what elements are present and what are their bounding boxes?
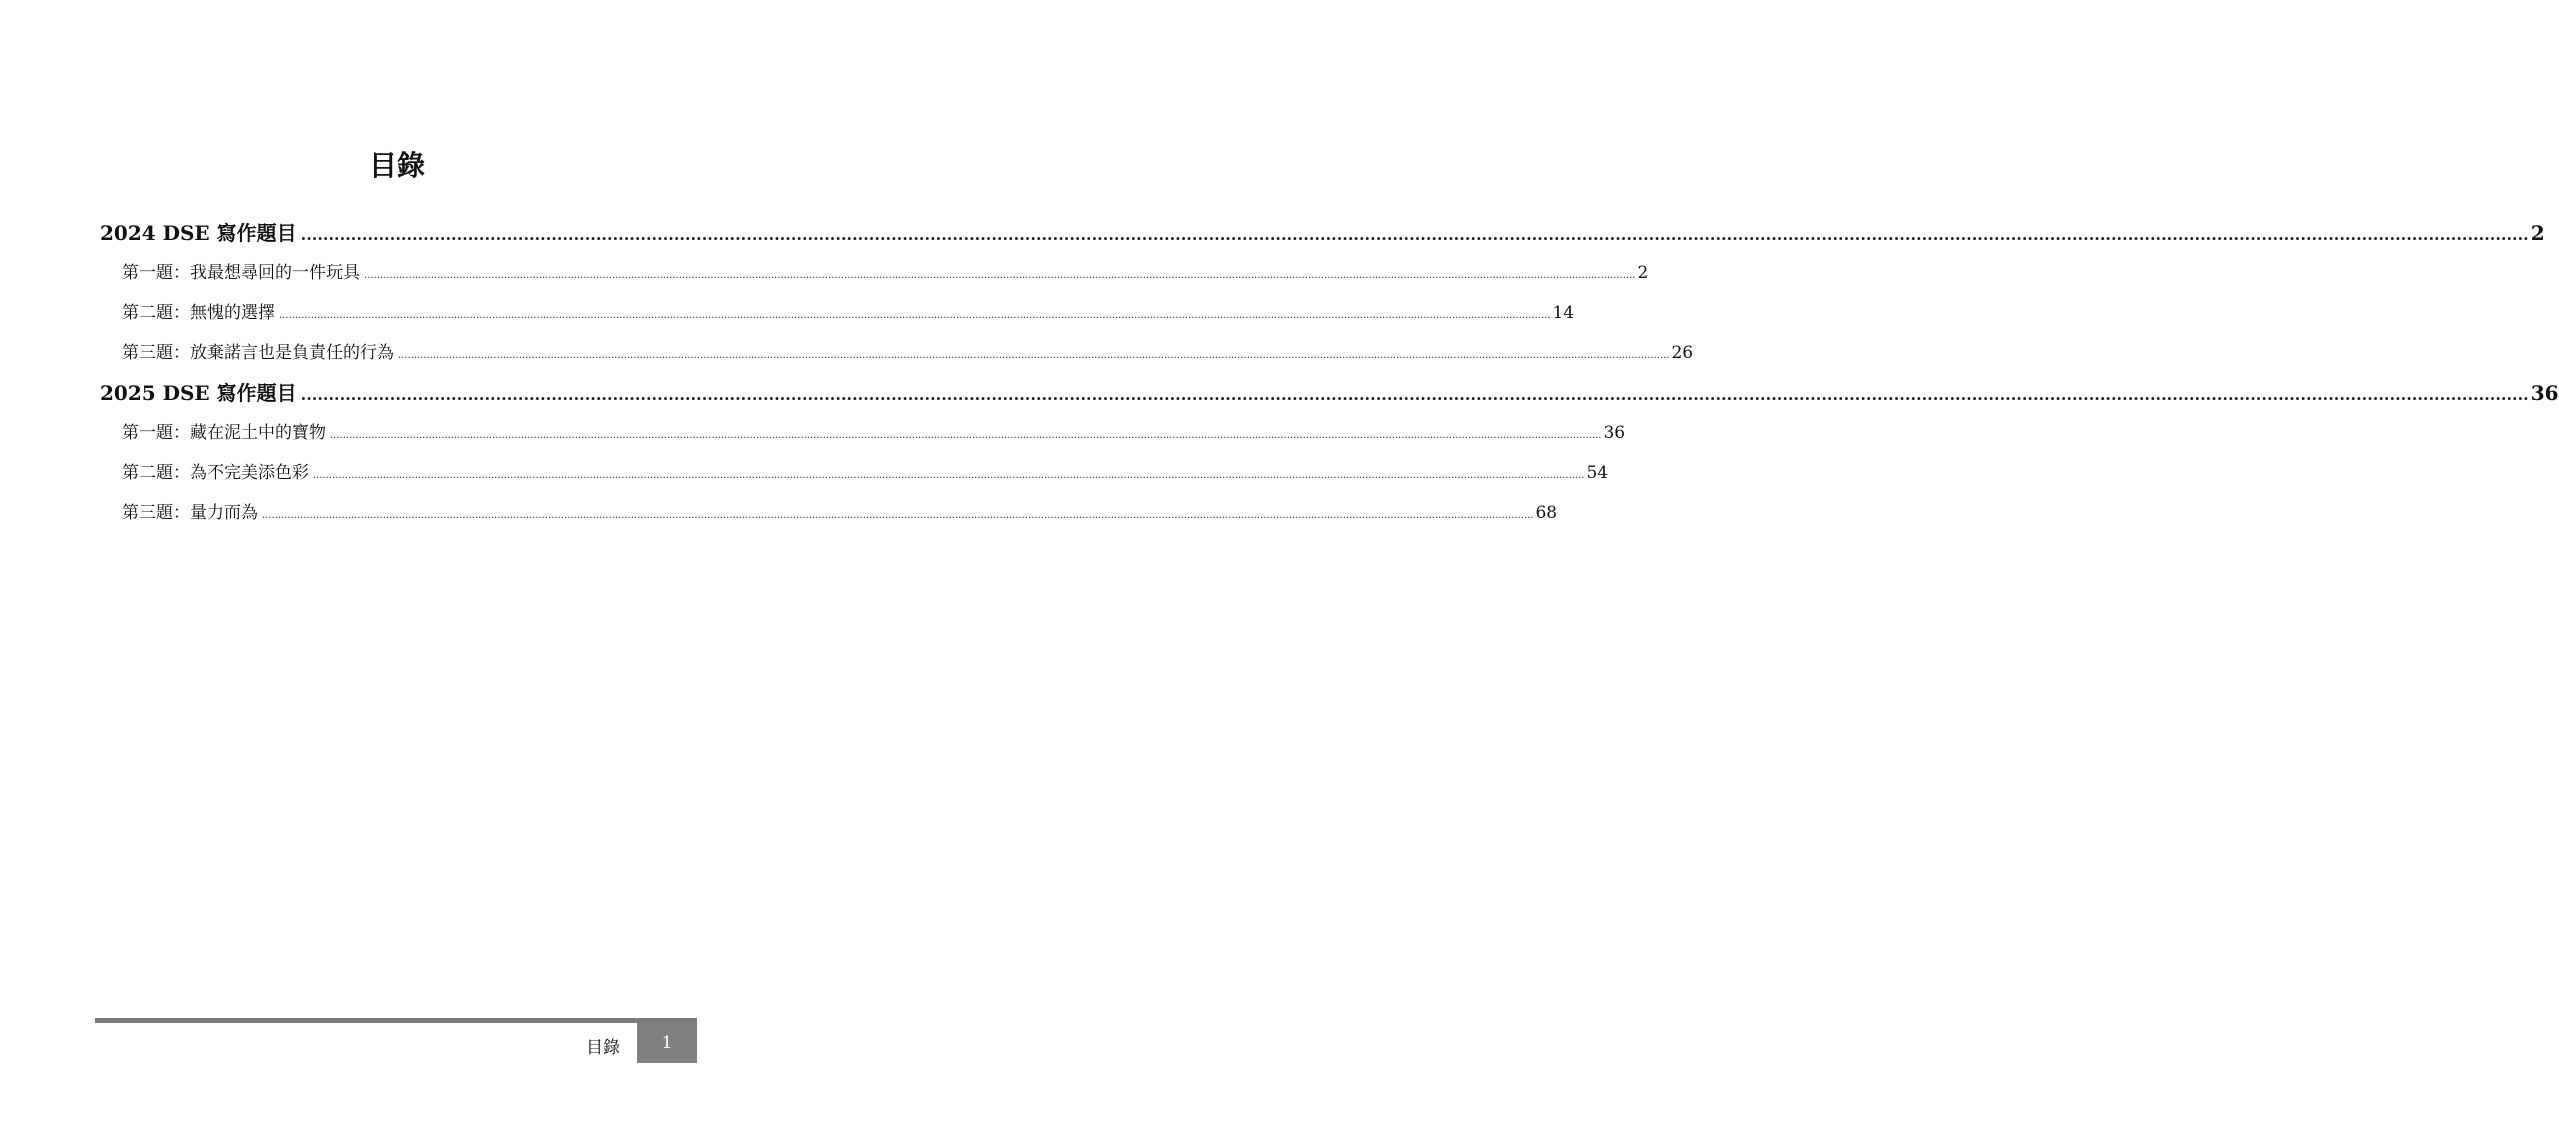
footer-rule: [95, 1018, 697, 1023]
toc-entry-label: 第一題：我最想尋回的一件玩具: [122, 263, 360, 283]
toc-entry-label: 第二題：為不完美添色彩: [122, 463, 309, 483]
toc-entry-page: 26: [1671, 343, 1694, 363]
toc-entry-label: 第三題：放棄諾言也是負責任的行為: [122, 343, 394, 363]
toc-entry-page: 36: [1603, 423, 1626, 443]
dot-leader: ................................................................................................................................................................................................................................................................................................................................................................................................................: [364, 270, 1636, 281]
toc-section-2025[interactable]: [100, 373, 2559, 413]
toc-entry-label: 第三題：量力而為: [122, 503, 258, 523]
toc-entry[interactable]: [100, 293, 1575, 333]
toc-section-label: 2025 DSE 寫作題目: [100, 381, 297, 405]
toc-entry[interactable]: [100, 413, 1626, 453]
toc-section-label: 2024 DSE 寫作題目: [100, 221, 297, 245]
footer-page-number: 1: [637, 1023, 697, 1063]
toc-section-page: 36: [2530, 381, 2559, 405]
dot-leader: ................................................................................................................................................................................................................................................................................................................................................................................................................: [279, 310, 1551, 321]
toc-entry[interactable]: [100, 333, 1694, 373]
dot-leader: ................................................................................................................................................................................................................................................................................................................................................................................................................: [330, 430, 1602, 441]
toc-entry-page: 2: [1637, 263, 1649, 283]
toc-entry-page: 54: [1586, 463, 1609, 483]
toc-entry-label: 第一題：藏在泥土中的寶物: [122, 423, 326, 443]
dot-leader: ................................................................................................................................................................................................................................................................................................................................................................................................................: [313, 470, 1585, 481]
toc-entry-page: 14: [1552, 303, 1575, 323]
toc-entry-page: 68: [1535, 503, 1558, 523]
dot-leader: ................................................................................................................................................................................................................................................................................................................................................................................................................: [398, 350, 1670, 361]
toc-entry[interactable]: [100, 453, 1609, 493]
dot-leader: ................................................................................................................................................................................................................................................................................................................................................................................................................: [300, 225, 2529, 244]
table-of-contents: [100, 213, 2559, 533]
dot-leader: ................................................................................................................................................................................................................................................................................................................................................................................................................: [262, 510, 1534, 521]
toc-entry[interactable]: [100, 253, 1649, 293]
toc-entry-label: 第二題：無愧的選擇: [122, 303, 275, 323]
toc-entry[interactable]: [100, 493, 1558, 533]
footer-section-label: 目錄: [586, 1038, 620, 1058]
dot-leader: ................................................................................................................................................................................................................................................................................................................................................................................................................: [300, 385, 2529, 404]
toc-section-2024[interactable]: [100, 213, 2545, 253]
toc-section-page: 2: [2530, 221, 2545, 245]
page-title: 目錄: [368, 149, 425, 182]
